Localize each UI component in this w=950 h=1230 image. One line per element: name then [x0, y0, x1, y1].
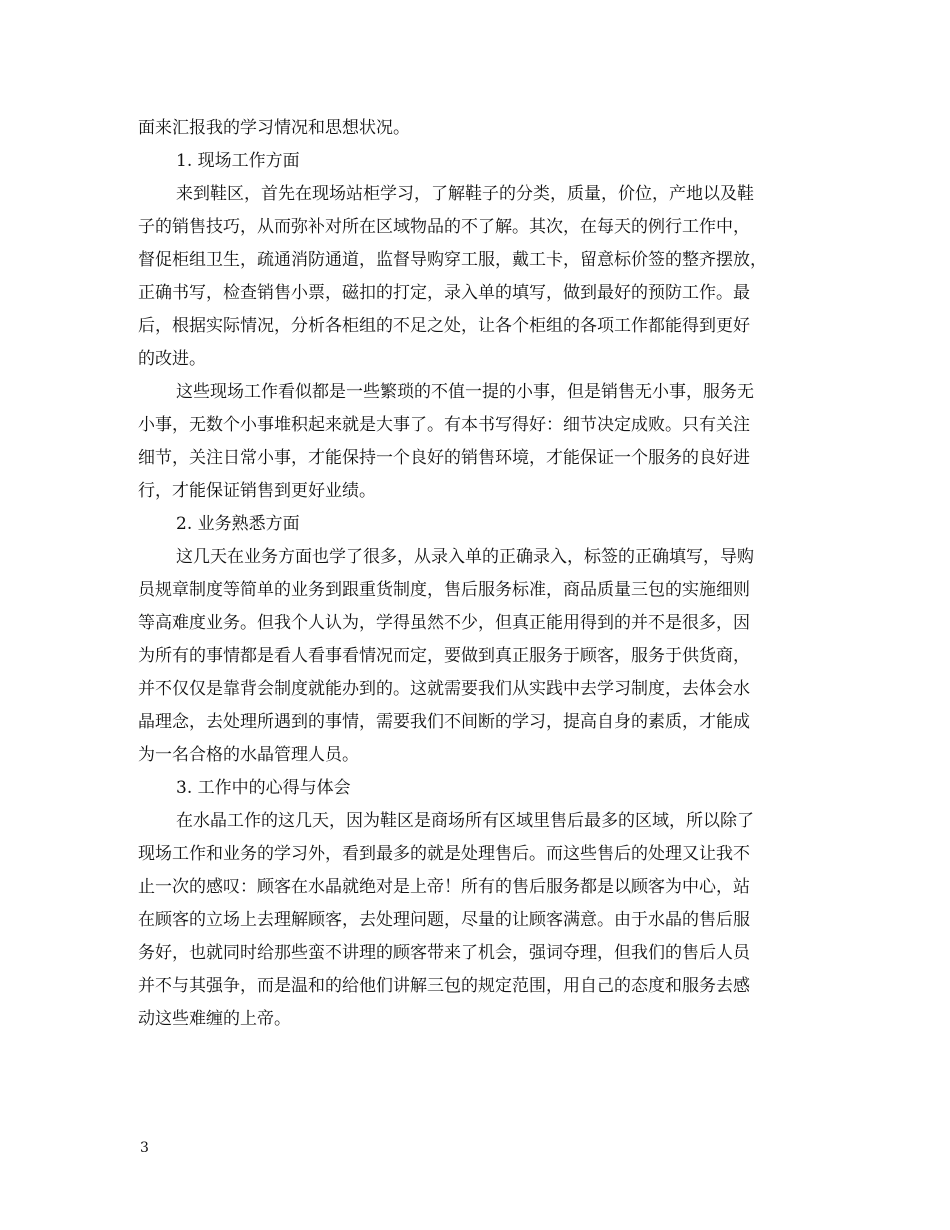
page-number: 3 [140, 1140, 149, 1156]
section-heading: 3. 工作中的心得与体会 [176, 778, 351, 798]
text-line: 这些现场工作看似都是一些繁琐的不值一提的小事，但是销售无小事，服务无 [176, 382, 754, 402]
text-line: 这几天在业务方面也学了很多，从录入单的正确录入，标签的正确填写，导购 [176, 547, 754, 567]
text-line: 子的销售技巧，从而弥补对所在区域物品的不了解。其次，在每天的例行工作中， [138, 217, 750, 237]
text-line: 行，才能保证销售到更好业绩。 [138, 481, 376, 501]
text-line: 细节，关注日常小事，才能保持一个良好的销售环境，才能保证一个服务的良好进 [138, 448, 750, 468]
text-line: 务好，也就同时给那些蛮不讲理的顾客带来了机会，强词夺理，但我们的售后人员 [138, 943, 750, 963]
text-line: 正确书写，检查销售小票，磁扣的打定，录入单的填写，做到最好的预防工作。最 [138, 283, 750, 303]
text-line: 为一名合格的水晶管理人员。 [138, 745, 359, 765]
text-line: 员规章制度等简单的业务到跟重货制度，售后服务标准，商品质量三包的实施细则 [138, 580, 750, 600]
text-line: 来到鞋区，首先在现场站柜学习，了解鞋子的分类，质量，价位，产地以及鞋 [176, 184, 754, 204]
text-line: 动这些难缠的上帝。 [138, 1009, 291, 1029]
text-line: 在水晶工作的这几天，因为鞋区是商场所有区域里售后最多的区域，所以除了 [176, 811, 754, 831]
text-line: 止一次的感叹：顾客在水晶就绝对是上帝！所有的售后服务都是以顾客为中心，站 [138, 877, 750, 897]
text-line: 面来汇报我的学习情况和思想状况。 [138, 118, 410, 138]
section-heading: 2. 业务熟悉方面 [176, 514, 300, 534]
text-line: 为所有的事情都是看人看事看情况而定，要做到真正服务于顾客，服务于供货商， [138, 646, 750, 666]
text-line: 并不与其强争，而是温和的给他们讲解三包的规定范围，用自己的态度和服务去感 [138, 976, 750, 996]
text-line: 的改进。 [138, 349, 206, 369]
text-line: 督促柜组卫生，疏通消防通道，监督导购穿工服，戴工卡，留意标价签的整齐摆放， [138, 250, 767, 270]
text-line: 小事，无数个小事堆积起来就是大事了。有本书写得好：细节决定成败。只有关注 [138, 415, 750, 435]
document-body [138, 112, 818, 1036]
text-line: 晶理念，去处理所遇到的事情，需要我们不间断的学习，提高自身的素质，才能成 [138, 712, 750, 732]
text-line: 现场工作和业务的学习外，看到最多的就是处理售后。而这些售后的处理又让我不 [138, 844, 750, 864]
section-heading: 1. 现场工作方面 [176, 151, 300, 171]
text-line: 在顾客的立场上去理解顾客，去处理问题，尽量的让顾客满意。由于水晶的售后服 [138, 910, 750, 930]
text-line: 并不仅仅是靠背会制度就能办到的。这就需要我们从实践中去学习制度，去体会水 [138, 679, 750, 699]
text-line: 等高难度业务。但我个人认为，学得虽然不少，但真正能用得到的并不是很多，因 [138, 613, 750, 633]
text-line: 后，根据实际情况，分析各柜组的不足之处，让各个柜组的各项工作都能得到更好 [138, 316, 750, 336]
